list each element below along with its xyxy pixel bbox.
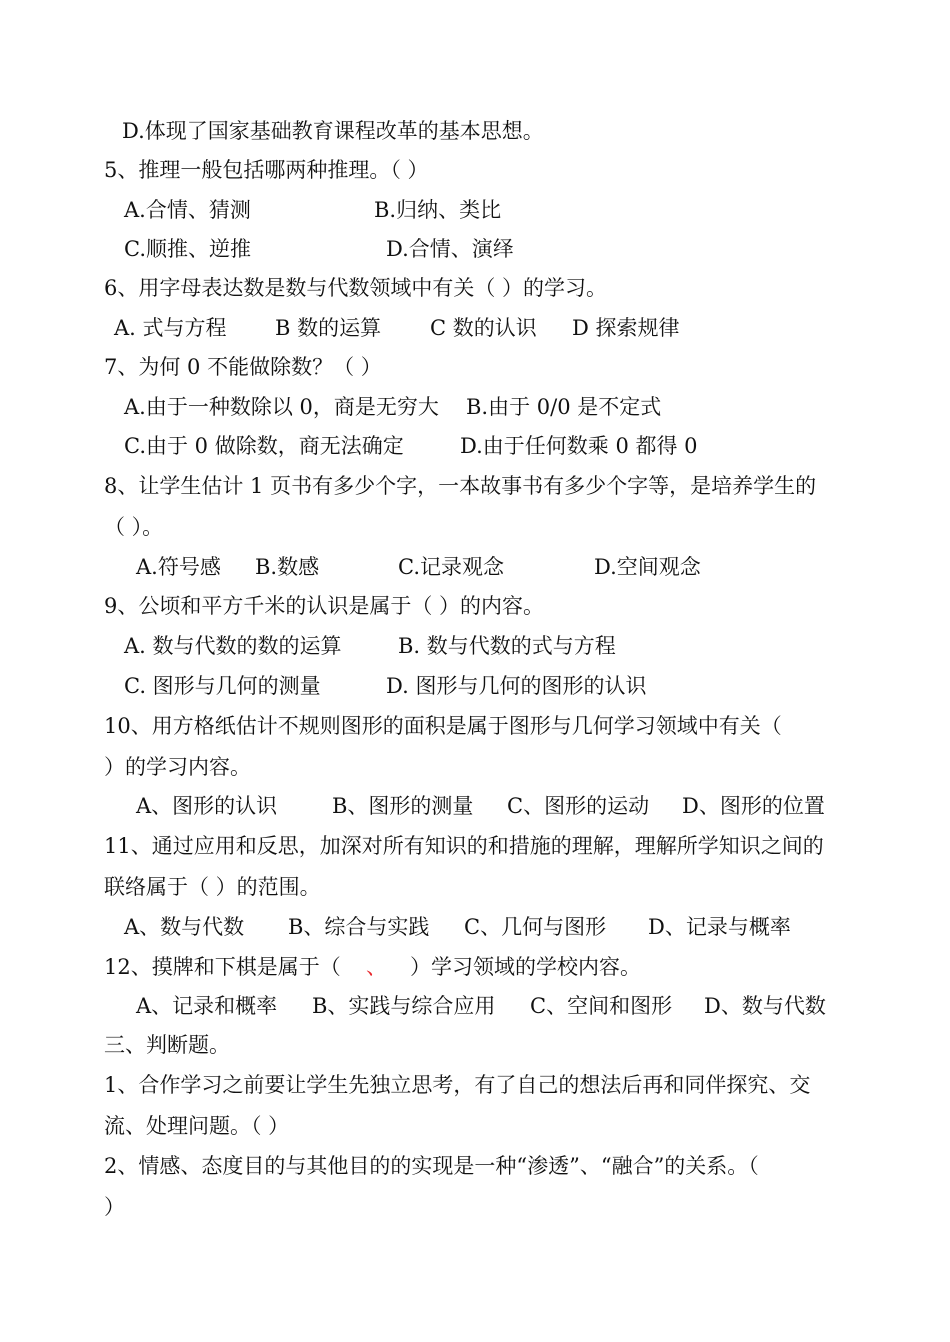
- q5-option-a: A.合情、猜测: [124, 198, 251, 222]
- q10-option-b: B、图形的测量: [332, 794, 474, 818]
- q11-stem-line2: 联络属于（ ）的范围。: [104, 875, 321, 899]
- q11-option-a: A、数与代数: [124, 915, 245, 939]
- q12-option-c: C、空间和图形: [530, 994, 673, 1018]
- j1-line1: 1、合作学习之前要让学生先独立思考，有了自己的想法后再和同伴探究、交: [104, 1073, 811, 1097]
- q11-option-d: D、记录与概率: [648, 915, 791, 939]
- q9-option-d: D. 图形与几何的图形的认识: [386, 674, 647, 698]
- q8-option-c: C.记录观念: [398, 555, 504, 579]
- q9-stem: 9、公顷和平方千米的认识是属于（ ）的内容。: [104, 594, 545, 618]
- j2-line2: ）: [104, 1195, 125, 1219]
- q8-option-a: A.符号感: [136, 555, 221, 579]
- q12-option-b: B、实践与综合应用: [312, 994, 496, 1018]
- q12-stem-after: ）学习领域的学校内容。: [410, 955, 641, 979]
- q8-stem-line1: 8、让学生估计 1 页书有多少个字，一本故事书有多少个字等，是培养学生的: [104, 474, 817, 498]
- q7-option-d: D.由于任何数乘 0 都得 0: [460, 434, 698, 458]
- q5-option-c: C.顺推、逆推: [124, 237, 251, 261]
- q7-option-c: C.由于 0 做除数，商无法确定: [124, 434, 404, 458]
- q7-option-a: A.由于一种数除以 0，商是无穷大: [124, 395, 439, 419]
- section3-title: 三、判断题。: [104, 1033, 230, 1057]
- q6-stem: 6、用字母表达数是数与代数领域中有关（ ）的学习。: [104, 276, 608, 300]
- q10-option-d: D、图形的位置: [682, 794, 825, 818]
- q9-option-b: B. 数与代数的式与方程: [398, 634, 616, 658]
- q7-option-b: B.由于 0/0 是不定式: [466, 395, 662, 419]
- q10-stem-line2: ）的学习内容。: [104, 755, 251, 779]
- q8-option-b: B.数感: [255, 555, 320, 579]
- q12-stem-before: 12、摸牌和下棋是属于（: [104, 955, 341, 979]
- q10-stem-line1: 10、用方格纸估计不规则图形的面积是属于图形与几何学习领域中有关（: [104, 714, 782, 738]
- q12-option-a: A、记录和概率: [136, 994, 278, 1018]
- q4-option-d: D.体现了国家基础教育课程改革的基本思想。: [122, 119, 544, 143]
- q12-option-d: D、数与代数: [704, 994, 826, 1018]
- q11-stem-line1: 11、通过应用和反思，加深对所有知识的和措施的理解，理解所学知识之间的: [104, 834, 824, 858]
- q10-option-c: C、图形的运动: [507, 794, 650, 818]
- q9-option-a: A. 数与代数的数的运算: [124, 634, 342, 658]
- q5-stem: 5、推理一般包括哪两种推理。（ ）: [104, 158, 429, 182]
- q8-stem-line2: （ ）。: [104, 515, 164, 539]
- q8-option-d: D.空间观念: [594, 555, 701, 579]
- q6-option-d: D 探索规律: [572, 316, 680, 340]
- j1-line2: 流、处理问题。（ ）: [104, 1114, 290, 1138]
- q9-option-c: C. 图形与几何的测量: [124, 674, 321, 698]
- q5-option-d: D.合情、演绎: [386, 237, 514, 261]
- q11-option-b: B、综合与实践: [288, 915, 430, 939]
- q6-option-c: C 数的认识: [430, 316, 537, 340]
- q10-option-a: A、图形的认识: [136, 794, 278, 818]
- q6-option-a: A. 式与方程: [114, 316, 227, 340]
- q7-stem: 7、为何 0 不能做除数？（ ）: [104, 355, 382, 379]
- q5-option-b: B.归纳、类比: [374, 198, 502, 222]
- q6-option-b: B 数的运算: [275, 316, 382, 340]
- j2-line1: 2、情感、态度目的与其他目的的实现是一种“渗透”、“融合”的关系。（: [104, 1154, 759, 1178]
- q12-stem-mark: 、: [366, 955, 387, 979]
- q11-option-c: C、几何与图形: [464, 915, 607, 939]
